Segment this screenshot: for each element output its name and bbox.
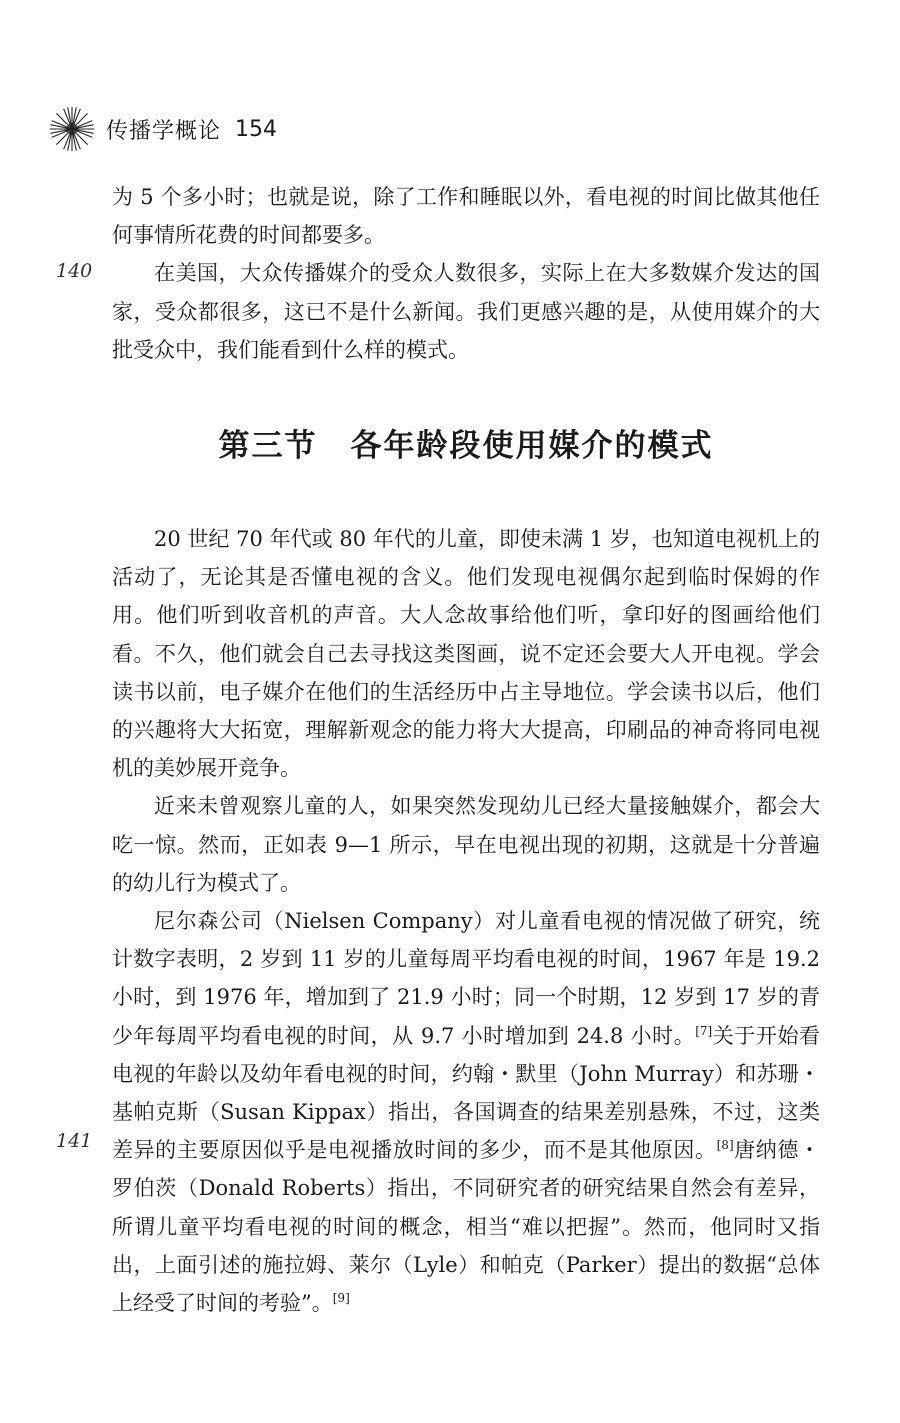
text-block-section: [112, 520, 820, 1322]
footnote-ref[interactable]: [7]: [695, 1023, 713, 1038]
footnote-ref[interactable]: [8]: [716, 1138, 734, 1153]
margin-page-ref: 141: [56, 1130, 93, 1152]
page-number: 154: [235, 116, 278, 142]
sunburst-ornament-icon: [48, 105, 96, 153]
paragraph-text: 唐纳德・罗伯茨（Donald Roberts）指出，不同研究者的研究结果自然会有差异，所谓儿童平均看电视的时间的概念，相当“难以把握”。然而，他同时又指出，上面引述的施拉姆、莱尔（Lyle）和帕克（Parker）提出的数据“总体上经受了时间的考验”。: [112, 1138, 820, 1316]
text-block-intro: [112, 178, 820, 369]
margin-page-ref: 140: [56, 260, 93, 282]
section-heading: 第三节 各年龄段使用媒介的模式: [218, 428, 714, 464]
paragraph: 20 世纪 70 年代或 80 年代的儿童，即使未满 1 岁，也知道电视机上的活动了，无论其是否懂电视的含义。他们发现电视偶尔起到临时保姆的作用。他们听到收音机的声音。大人念故事给他们听，拿印好的图画给他们看。不久，他们就会自己去寻找这类图画，说不定还会要大人开电视。学会读书以前，电子媒介在他们的生活经历中占主导地位。学会读书以后，他们的兴趣将大大拓宽，理解新观念的能力将大大提高，印刷品的神奇将同电视机的美妙展开竞争。: [112, 527, 820, 781]
paragraph: 在美国，大众传播媒介的受众人数很多，实际上在大多数媒介发达的国家，受众都很多，这已不是什么新闻。我们更感兴趣的是，从使用媒介的大批受众中，我们能看到什么样的模式。: [112, 261, 820, 362]
paragraph: 近来未曾观察儿童的人，如果突然发现幼儿已经大量接触媒介，都会大吃一惊。然而，正如表 9—1 所示，早在电视出现的初期，这就是十分普遍的幼儿行为模式了。: [112, 794, 820, 895]
paragraph-text: 尼尔森公司（Nielsen Company）对儿童看电视的情况做了研究，统计数字表明，2 岁到 11 岁的儿童每周平均看电视的时间，1967 年是 19.2 小时，到 1976 年，增加到了 21.9 小时；同一个时期，12 岁到 17 岁的青少年每周平均看电视的时间，从 9.7 小时增加到 24.8 小时。: [112, 909, 820, 1048]
paragraph-text: 关于开始看电视的年龄以及幼年看电视的时间，约翰・默里（John Murray）和苏珊・基帕克斯（Susan Kippax）指出，各国调查的结果差别悬殊，不过，这类差异的主要原因似乎是电视播放时间的多少，而不是其他原因。: [112, 1023, 820, 1163]
paragraph: 为 5 个多小时；也就是说，除了工作和睡眠以外，看电视的时间比做其他任何事情所花费的时间都要多。: [112, 185, 820, 248]
book-title: 传播学概论: [106, 118, 222, 144]
paragraph-nielsen: [112, 902, 820, 1322]
running-header: [48, 104, 277, 154]
footnote-ref[interactable]: [9]: [332, 1291, 350, 1306]
